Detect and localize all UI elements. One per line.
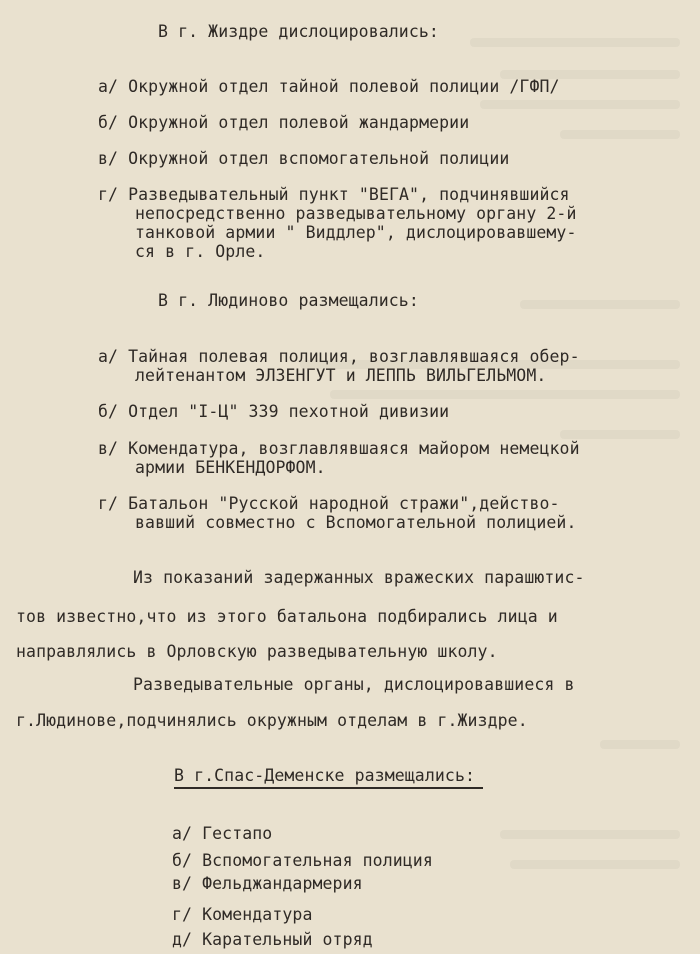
list-item-continuation: вавший совместно с Вспомогательной полицией. <box>135 513 577 532</box>
list-item: а/ Окружной отдел тайной полевой полиции /ГФП/ <box>98 77 560 96</box>
list-item: г/ Комендатура <box>172 905 313 924</box>
list-item-continuation: армии БЕНКЕНДОРФОМ. <box>135 458 326 477</box>
list-item-continuation: ся в г. Орле. <box>135 242 266 261</box>
list-item: б/ Вспомогательная полиция <box>172 851 433 870</box>
list-item: а/ Тайная полевая полиция, возглавлявшаяся обер- <box>98 347 580 366</box>
list-item: г/ Разведывательный пункт "ВЕГА", подчинявшийся <box>98 185 570 204</box>
paragraph-line: направлялись в Орловскую разведывательную школу. <box>16 642 498 661</box>
heading-ludinovo: В г. Людиново размещались: <box>158 291 419 310</box>
heading-zhizdra: В г. Жиздре дислоцировались: <box>158 22 439 41</box>
paragraph-line: г.Людинове,подчинялись окружным отделам в г.Жиздре. <box>16 711 528 730</box>
list-item: б/ Отдел "I-Ц" 339 пехотной дивизии <box>98 402 450 421</box>
list-item: д/ Карательный отряд <box>172 930 373 949</box>
paragraph-line: Разведывательные органы, дислоцировавшиеся в <box>133 675 575 694</box>
paragraph-line: тов известно,что из этого батальона подбирались лица и <box>16 607 558 626</box>
list-item: а/ Гестапо <box>172 824 273 843</box>
list-item: в/ Фельджандармерия <box>172 874 363 893</box>
heading-spas-demensk: В г.Спас-Деменске размещались: <box>174 766 483 789</box>
list-item: в/ Окружной отдел вспомогательной полиции <box>98 149 510 168</box>
paragraph-line: Из показаний задержанных вражеских парашютис- <box>133 568 585 587</box>
list-item-continuation: лейтенантом ЭЛЗЕНГУТ и ЛЕППЬ ВИЛЬГЕЛЬМОМ. <box>135 366 547 385</box>
list-item: в/ Комендатура, возглавлявшаяся майором немецкой <box>98 439 580 458</box>
list-item: б/ Окружной отдел полевой жандармерии <box>98 113 470 132</box>
list-item-continuation: непосредственно разведывательному органу 2-й <box>135 204 577 223</box>
list-item-continuation: танковой армии " Виддлер", дислоцировавшему- <box>135 223 577 242</box>
list-item: г/ Батальон "Русской народной стражи",действо- <box>98 494 560 513</box>
